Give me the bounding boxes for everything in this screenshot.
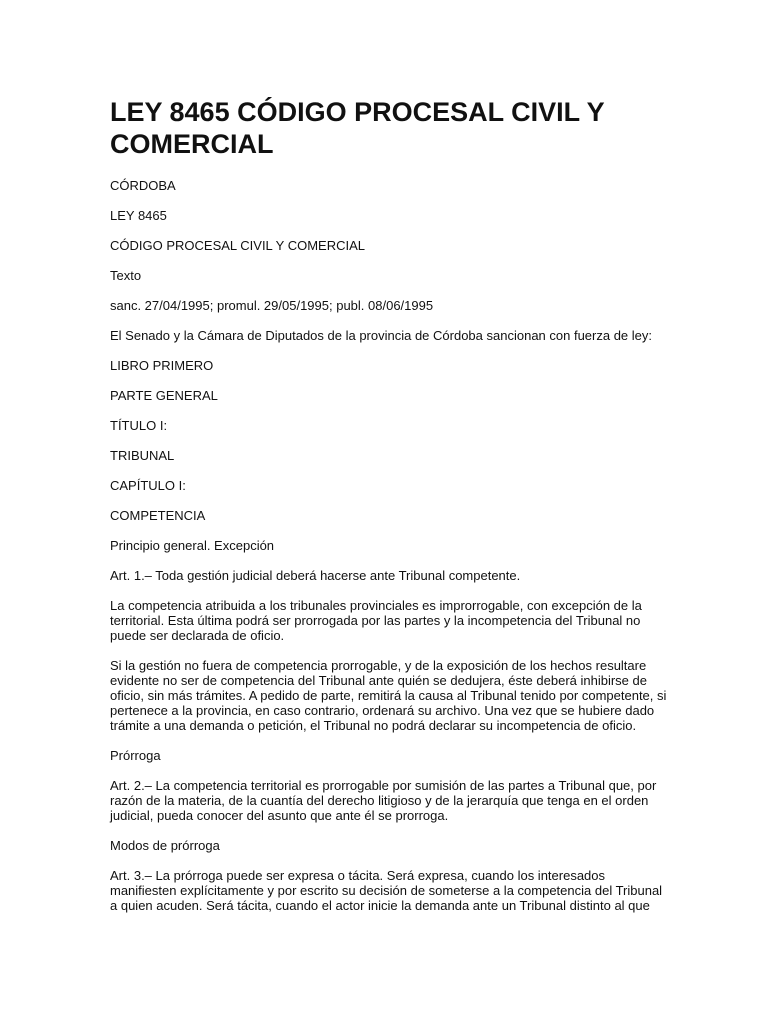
- heading-parte: PARTE GENERAL: [110, 388, 218, 403]
- article-3: Art. 3.– La prórroga puede ser expresa o tácita. Será expresa, cuando los interesados manifiesten explícitamente y por escrito su decisión de someterse a la competencia del Tribunal a quien acuden. Será tácita, cuando el actor inicie la demanda ante un Tribunal distinto al que: [110, 868, 663, 913]
- document-page: [110, 96, 670, 928]
- heading-tribunal: TRIBUNAL: [110, 448, 175, 463]
- heading-competencia: COMPETENCIA: [110, 508, 206, 523]
- document-title: LEY 8465 CÓDIGO PROCESAL CIVIL Y COMERCIAL: [110, 97, 605, 159]
- heading-capitulo: CAPÍTULO I:: [110, 478, 186, 493]
- heading-titulo: TÍTULO I:: [110, 418, 168, 433]
- paragraph-enactment: El Senado y la Cámara de Diputados de la provincia de Córdoba sancionan con fuerza de ley:: [110, 328, 653, 343]
- paragraph-province: CÓRDOBA: [110, 178, 176, 193]
- paragraph-code-name: CÓDIGO PROCESAL CIVIL Y COMERCIAL: [110, 238, 366, 253]
- article-1: Art. 1.– Toda gestión judicial deberá hacerse ante Tribunal competente.: [110, 568, 521, 583]
- paragraph-dates: sanc. 27/04/1995; promul. 29/05/1995; publ. 08/06/1995: [110, 298, 434, 313]
- paragraph-text-label: Texto: [110, 268, 142, 283]
- article-1-paragraph-2: La competencia atribuida a los tribunales provinciales es improrrogable, con excepción de la territorial. Esta última podrá ser prorrogada por las partes y la incompetencia del Tribunal no puede ser declarada de oficio.: [110, 598, 642, 643]
- subheading-modos: Modos de prórroga: [110, 838, 220, 853]
- article-2: Art. 2.– La competencia territorial es prorrogable por sumisión de las partes a Tribunal que, por razón de la materia, de la cuantía del derecho litigioso y de la jerarquía que tenga en el orden judicial, pueda conocer del asunto que ante él se prorroga.: [110, 778, 657, 823]
- subheading-principio: Principio general. Excepción: [110, 538, 275, 553]
- paragraph-law-number: LEY 8465: [110, 208, 167, 223]
- article-1-paragraph-3: Si la gestión no fuera de competencia prorrogable, y de la exposición de los hechos resultare evidente no ser de competencia del Tribunal ante quién se dedujera, éste deberá inhibirse de oficio, sin más trámites. A pedido de parte, remitirá la causa al Tribunal tenido por competente, si pertenece a la provincia, en caso contrario, ordenará su archivo. Una vez que se hubiere dado trámite a una demanda o petición, el Tribunal no podrá declarar su incompetencia de oficio.: [110, 658, 667, 733]
- heading-libro: LIBRO PRIMERO: [110, 358, 214, 373]
- subheading-prorroga: Prórroga: [110, 748, 161, 763]
